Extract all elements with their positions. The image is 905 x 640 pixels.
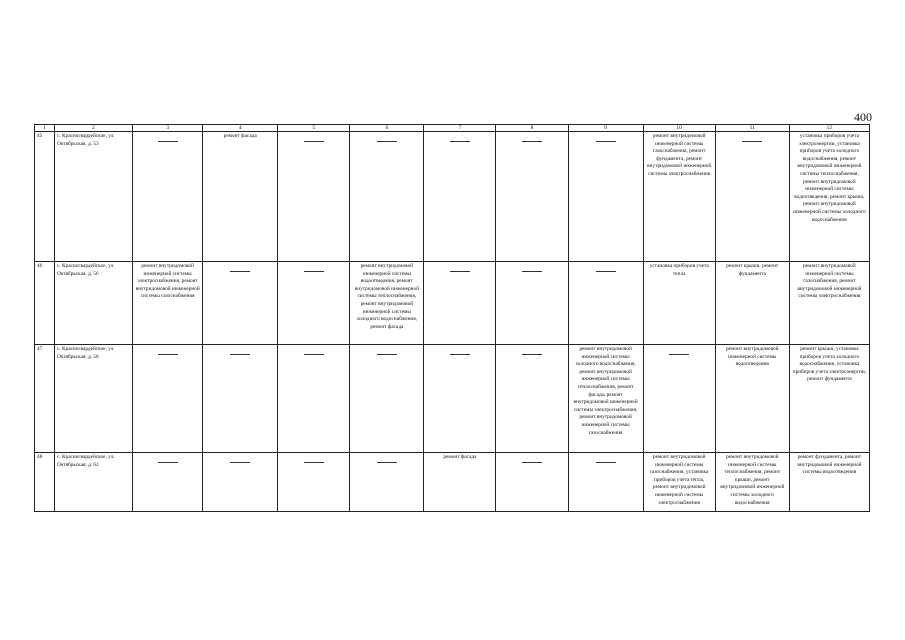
dash-mark: [522, 354, 542, 355]
empty-cell: [203, 453, 278, 512]
empty-cell: [278, 132, 350, 262]
dash-mark: [596, 141, 616, 142]
empty-cell: [496, 132, 568, 262]
page-number: 400: [854, 110, 872, 124]
dash-mark: [522, 462, 542, 463]
table-row: [35, 453, 870, 512]
row-number: 46: [35, 262, 55, 345]
dash-mark: [158, 462, 178, 463]
dash-mark: [304, 462, 324, 463]
dash-mark: [377, 354, 397, 355]
column-header: 10: [643, 125, 715, 132]
empty-cell: [350, 453, 424, 512]
empty-cell: [350, 132, 424, 262]
empty-cell: [496, 345, 568, 453]
empty-cell: [568, 262, 643, 345]
dash-mark: [230, 354, 250, 355]
dash-mark: [377, 141, 397, 142]
dash-mark: [304, 271, 324, 272]
dash-mark: [304, 354, 324, 355]
empty-cell: [424, 132, 496, 262]
empty-cell: [496, 262, 568, 345]
work-cell: ремонт внутридомовой инженерной системы газоснабжения, установка приборов учета тепла, ремонт внутридомовой инженерной системы электроснабжения: [643, 453, 715, 512]
empty-cell: [424, 345, 496, 453]
dash-mark: [230, 271, 250, 272]
address-cell: с. Красногвардейское, ул. Октябрьская, д. 53: [55, 132, 133, 262]
column-header: 5: [278, 125, 350, 132]
work-cell: ремонт внутридомовой инженерной системы газоснабжения, ремонт фундамента, ремонт внутридомовой инженерной системы электроснабжения: [643, 132, 715, 262]
empty-cell: [278, 262, 350, 345]
column-header: 12: [789, 125, 869, 132]
empty-cell: [715, 132, 789, 262]
work-cell: ремонт фасада: [424, 453, 496, 512]
dash-mark: [596, 271, 616, 272]
table-row: [35, 345, 870, 453]
dash-mark: [522, 141, 542, 142]
empty-cell: [568, 132, 643, 262]
empty-cell: [350, 345, 424, 453]
empty-cell: [203, 262, 278, 345]
work-cell: ремонт внутридомовой инженерной системы теплоснабжения, ремонт крыши, ремонт внутридомовой инженерной системы холодного водоснабжения: [715, 453, 789, 512]
row-number: 47: [35, 345, 55, 453]
dash-mark: [450, 354, 470, 355]
work-cell: ремонт фундамента, ремонт внутридомовой инженерной системы водоотведения: [789, 453, 869, 512]
table-row: [35, 132, 870, 262]
column-header: 6: [350, 125, 424, 132]
dash-mark: [742, 141, 762, 142]
empty-cell: [278, 453, 350, 512]
column-header: 2: [55, 125, 133, 132]
work-cell: установка приборов учета электроэнергии, установка приборов учета холодного водоснабжения, ремонт внутридомовой инженерной системы теплоснабжения, ремонт внутридомовой инженерной системы водоотведения, ремонт крыши, ремонт внутридомовой инженерной системы холодного водоснабжения: [789, 132, 869, 262]
row-number: 48: [35, 453, 55, 512]
row-number: 45: [35, 132, 55, 262]
address-cell: с. Красногвардейское, ул. Октябрьская, д. 56: [55, 262, 133, 345]
dash-mark: [158, 354, 178, 355]
empty-cell: [133, 345, 203, 453]
empty-cell: [278, 345, 350, 453]
column-header: 4: [203, 125, 278, 132]
repair-schedule-table: [34, 124, 870, 512]
column-header: 11: [715, 125, 789, 132]
empty-cell: [133, 132, 203, 262]
dash-mark: [522, 271, 542, 272]
dash-mark: [596, 462, 616, 463]
table-body: [35, 132, 870, 512]
empty-cell: [424, 262, 496, 345]
work-cell: ремонт внутридомовой инженерной системы водоотведения, ремонт внутридомовой инженерной системы теплоснабжения, ремонт внутридомовой инженерной системы холодного водоснабжения, ремонт фасада: [350, 262, 424, 345]
dash-mark: [669, 354, 689, 355]
dash-mark: [304, 141, 324, 142]
column-header: 3: [133, 125, 203, 132]
table-header: [35, 125, 870, 132]
empty-cell: [643, 345, 715, 453]
column-header: 7: [424, 125, 496, 132]
work-cell: установка приборов учета тепла: [643, 262, 715, 345]
work-cell: ремонт фасада: [203, 132, 278, 262]
table-row: [35, 262, 870, 345]
dash-mark: [230, 462, 250, 463]
dash-mark: [450, 271, 470, 272]
empty-cell: [203, 345, 278, 453]
work-cell: ремонт внутридомовой инженерной системы электроснабжения, ремонт внутридомовой инженерной системы газоснабжения: [133, 262, 203, 345]
work-cell: ремонт внутридомовой инженерной системы холодного водоснабжения, ремонт внутридомовой инженерной системы теплоснабжения, ремонт фасада, ремонт внутридомовой инженерной системы электроснабжения, ремонт внутридомовой инженерной системы газоснабжения: [568, 345, 643, 453]
empty-cell: [568, 453, 643, 512]
work-cell: ремонт крыши, ремонт фундамента: [715, 262, 789, 345]
column-header: 8: [496, 125, 568, 132]
column-header: 9: [568, 125, 643, 132]
column-header: 1: [35, 125, 55, 132]
dash-mark: [377, 462, 397, 463]
dash-mark: [158, 141, 178, 142]
dash-mark: [450, 141, 470, 142]
work-cell: ремонт внутридомовой инженерной системы водоотведения: [715, 345, 789, 453]
empty-cell: [496, 453, 568, 512]
address-cell: с. Красногвардейское, ул. Октябрьская, д. 62: [55, 453, 133, 512]
empty-cell: [133, 453, 203, 512]
work-cell: ремонт крыши, установка приборов учета холодного водоснабжения, установка приборов учета электроэнергии, ремонт фундамента: [789, 345, 869, 453]
address-cell: с. Красногвардейское, ул. Октябрьская, д. 58: [55, 345, 133, 453]
work-cell: ремонт внутридомовой инженерной системы газоснабжения, ремонт внутридомовой инженерной системы электроснабжения: [789, 262, 869, 345]
